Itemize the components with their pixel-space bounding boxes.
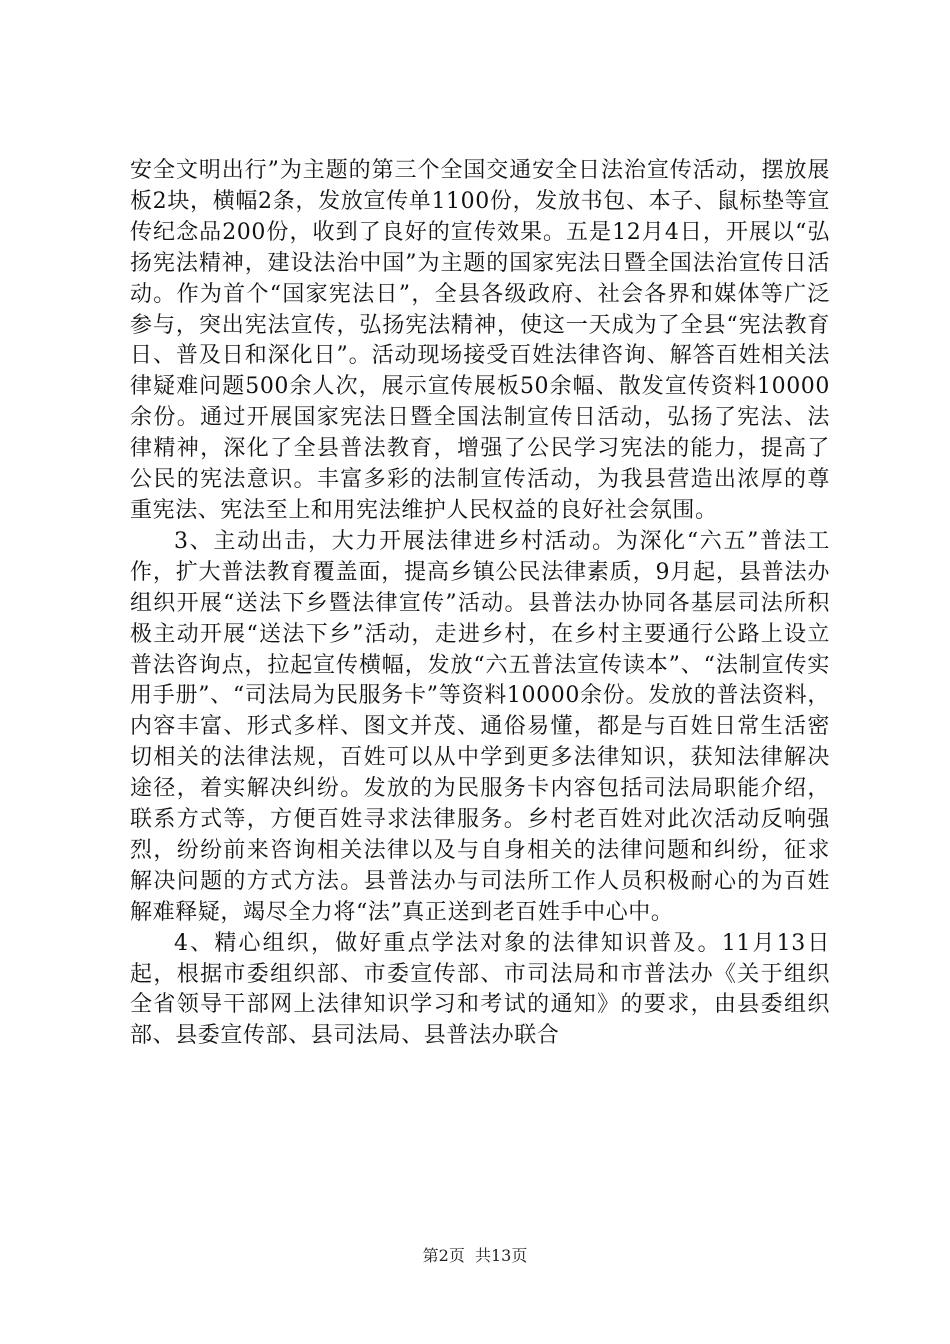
paragraph-section-4: 4、精心组织，做好重点学法对象的法律知识普及。11月13日起，根据市委组织部、市委宣传部、市司法局和市普法办《关于组织全省领导干部网上法律知识学习和考试的通知》的要求，由县委组织部、县委宣传部、县司法局、县普法办联合 [130,930,830,1049]
document-body [130,156,830,1052]
paragraph-continuation: 安全文明出行”为主题的第三个全国交通安全日法治宣传活动，摆放展板2块，横幅2条，发放宣传单1100份，发放书包、本子、鼠标垫等宣传纪念品200份，收到了良好的宣传效果。五是12月4日，开展以“弘扬宪法精神，建设法治中国”为主题的国家宪法日暨全国法治宣传日活动。作为首个“国家宪法日”，全县各级政府、社会各界和媒体等广泛参与，突出宪法宣传，弘扬宪法精神，使这一天成为了全县“宪法教育日、普及日和深化日”。活动现场接受百姓法律咨询、解答百姓相关法律疑难问题500余人次，展示宣传展板50余幅、散发宣传资料10000余份。通过开展国家宪法日暨全国法制宣传日活动，弘扬了宪法、法律精神，深化了全县普法教育，增强了公民学习宪法的能力，提高了公民的宪法意识。丰富多彩的法制宣传活动，为我县营造出浓厚的尊重宪法、宪法至上和用宪法维护人民权益的良好社会氛围。 [130,158,830,523]
paragraph-section-3: 3、主动出击，大力开展法律进乡村活动。为深化“六五”普法工作，扩大普法教育覆盖面，提高乡镇公民法律素质，9月起，县普法办组织开展“送法下乡暨法律宣传”活动。县普法办协同各基层司法所积极主动开展“送法下乡”活动，走进乡村，在乡村主要通行公路上设立普法咨询点，拉起宣传横幅，发放“六五普法宣传读本”、“法制宣传实用手册”、“司法局为民服务卡”等资料10000余份。发放的普法资料，内容丰富、形式多样、图文并茂、通俗易懂，都是与百姓日常生活密切相关的法律法规，百姓可以从中学到更多法律知识，获知法律解决途径，着实解决纠纷。发放的为民服务卡内容包括司法局职能介绍，联系方式等，方便百姓寻求法律服务。乡村老百姓对此次活动反响强烈，纷纷前来咨询相关法律以及与自身相关的法律问题和纠纷，征求解决问题的方式方法。县普法办与司法所工作人员积极耐心的为百姓解难释疑，竭尽全力将“法”真正送到老百姓手中心中。 [130,528,830,925]
page-number-footer: 第2页 共13页 [422,1246,528,1265]
